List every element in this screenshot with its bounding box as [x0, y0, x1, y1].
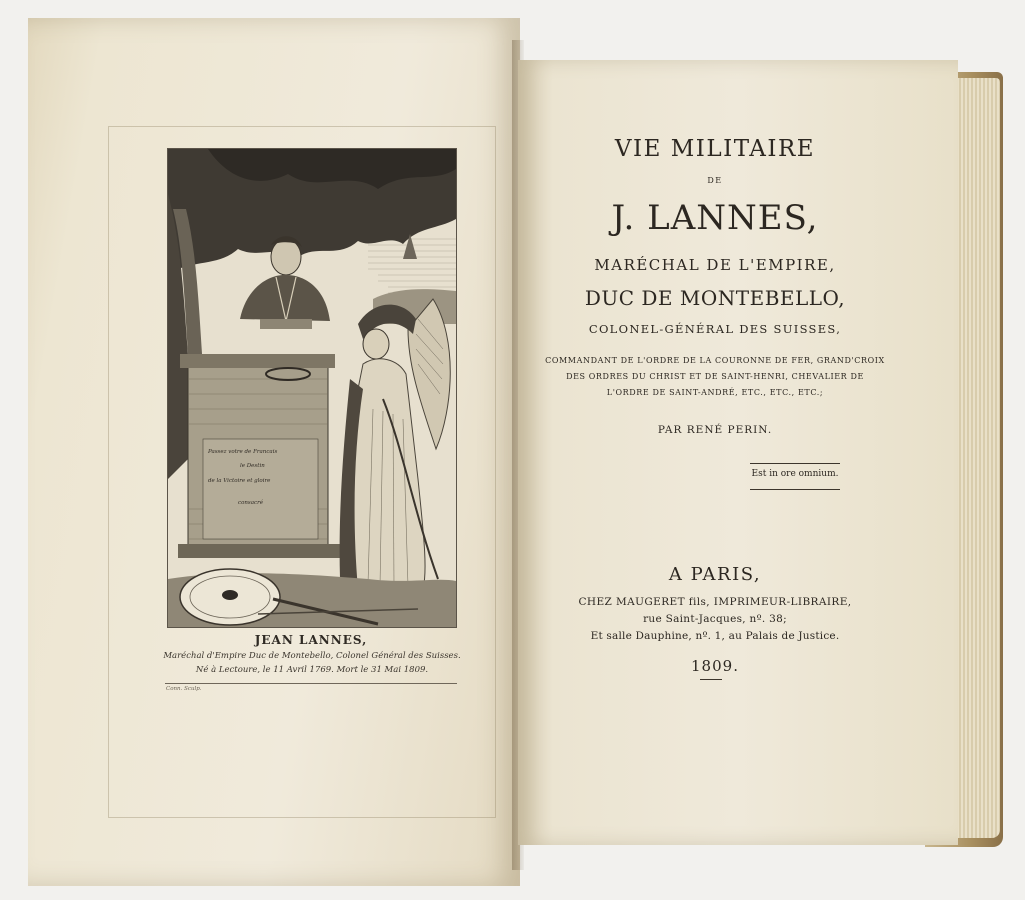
- subject-rank: MARÉCHAL DE L'EMPIRE,: [594, 256, 836, 274]
- imprint-year: 1809.: [691, 657, 739, 675]
- book-title: VIE MILITAIRE: [614, 136, 816, 162]
- frontispiece-caption-line2: Né à Lectoure, le 11 Avril 1769. Mort le 31 Mai 1809.: [195, 665, 429, 675]
- epigraph-rule-bottom: [750, 489, 840, 490]
- epigraph-rule-top: [750, 463, 840, 464]
- subject-name: J. LANNES,: [611, 198, 819, 238]
- epigraph: Est in ore omnium.: [751, 469, 839, 479]
- orders-line-1: COMMANDANT DE L'ORDRE DE LA COURONNE DE FER, GRAND'CROIX: [545, 356, 885, 365]
- imprint-publisher-1: CHEZ MAUGERET fils, IMPRIMEUR-LIBRAIRE,: [578, 596, 852, 608]
- caption-rule: [165, 683, 457, 684]
- subject-duchy: DUC DE MONTEBELLO,: [584, 286, 846, 310]
- engraver-credit: Conn. Sculp.: [166, 686, 202, 692]
- subject-colonel: COLONEL-GÉNÉRAL DES SUISSES,: [588, 322, 842, 336]
- frontispiece-caption-line1: Maréchal d'Empire Duc de Montebello, Colonel Général des Suisses.: [163, 651, 461, 661]
- plinth-inscription-1: Passez votre de Francais: [208, 449, 278, 455]
- frontispiece-caption-title: JEAN LANNES,: [254, 633, 368, 647]
- frontispiece-engraving: [167, 148, 457, 628]
- plinth-inscription-4: consacré: [238, 500, 263, 506]
- author-line: PAR RENÉ PERIN.: [657, 424, 773, 436]
- plinth-inscription-2: le Destin: [240, 463, 265, 469]
- year-rule: [700, 679, 722, 680]
- imprint-publisher-3: Et salle Dauphine, nº. 1, au Palais de Justice.: [590, 630, 840, 642]
- plinth-inscription-3: de la Victoire et gloire: [208, 478, 271, 484]
- orders-line-3: L'ORDRE DE SAINT-ANDRÉ, ETC., ETC., ETC.;: [606, 388, 824, 397]
- title-de: DE: [707, 176, 723, 185]
- imprint-place: A PARIS,: [668, 564, 762, 585]
- orders-line-2: DES ORDRES DU CHRIST ET DE SAINT-HENRI, CHEVALIER DE: [566, 372, 864, 381]
- imprint-publisher-2: rue Saint-Jacques, nº. 38;: [643, 613, 787, 625]
